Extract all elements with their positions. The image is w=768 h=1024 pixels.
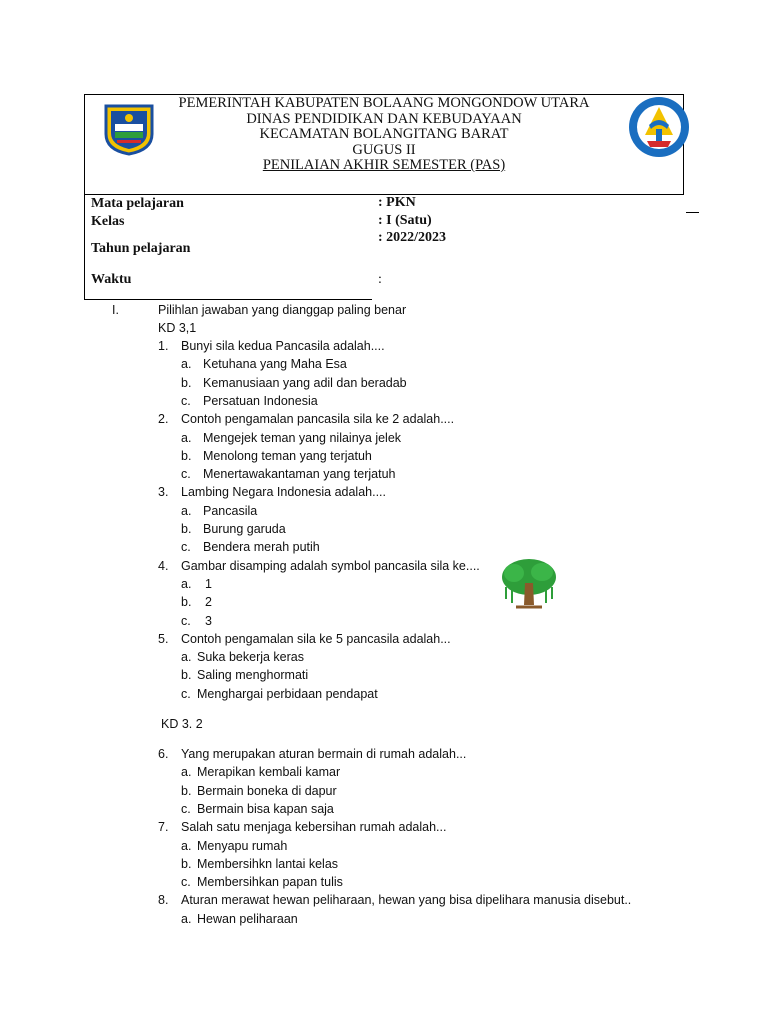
header-line-3: KECAMATAN BOLANGITANG BARAT [259, 126, 509, 142]
question-text: Contoh pengamalan pancasila sila ke 2 adalah.... [181, 412, 455, 427]
option-letter: a. [181, 576, 192, 591]
option-text: Suka bekerja keras [197, 650, 305, 665]
info-box [84, 194, 372, 300]
option-letter: b. [181, 668, 192, 683]
option-letter: c. [181, 801, 191, 816]
info-top-rule [372, 194, 684, 195]
option-text: Menolong teman yang terjatuh [203, 448, 372, 463]
option-letter: a. [181, 357, 192, 372]
option-text: Menyapu rumah [197, 838, 288, 853]
section-instruction: Pilihlan jawaban yang dianggap paling benar [158, 303, 407, 317]
option-text: Persatuan Indonesia [203, 393, 318, 408]
option-text: 2 [205, 595, 212, 610]
header-line-5: PENILAIAN AKHIR SEMESTER (PAS) [262, 157, 506, 173]
time-label: Waktu [91, 272, 132, 287]
option-text: Hewan peliharaan [197, 911, 298, 926]
option-letter: b. [181, 522, 192, 536]
kd-label-1: KD 3,1 [158, 321, 197, 335]
question-number: 5. [158, 631, 169, 646]
question-number: 1. [158, 339, 169, 353]
regency-emblem-icon [102, 102, 156, 156]
option-text: Membersihkn lantai kelas [197, 856, 339, 871]
question-text: Salah satu menjaga kebersihan rumah adalah... [181, 820, 447, 835]
question-text: Yang merupakan aturan bermain di rumah adalah... [181, 747, 467, 761]
option-text: Menertawakantaman yang terjatuh [203, 467, 396, 482]
class-label: Kelas [91, 214, 125, 229]
option-letter: c. [181, 540, 191, 555]
tut-wuri-handayani-icon [627, 95, 691, 159]
header-box [84, 94, 684, 194]
kd-label-2: KD 3. 2 [161, 717, 203, 731]
option-text: Bermain bisa kapan saja [197, 801, 334, 816]
option-text: Menghargai perbidaan pendapat [197, 686, 378, 701]
option-letter: a. [181, 503, 192, 518]
school-year-label: Tahun pelajaran [91, 241, 191, 256]
question-text: Lambing Negara Indonesia adalah.... [181, 485, 387, 500]
header-line-1: PEMERINTAH KABUPATEN BOLAANG MONGONDOW UTARA [178, 95, 590, 111]
option-letter: c. [181, 686, 191, 701]
subject-value: : PKN [378, 195, 416, 210]
option-text: 3 [205, 613, 212, 628]
section-roman-numeral: I. [112, 303, 119, 317]
option-text: 1 [205, 576, 212, 591]
option-text: Bendera merah putih [203, 540, 320, 555]
margin-line [686, 212, 699, 213]
option-letter: b. [181, 375, 192, 390]
option-letter: c. [181, 875, 191, 890]
school-year-value: : 2022/2023 [378, 230, 447, 245]
option-letter: b. [181, 856, 192, 871]
option-letter: b. [181, 595, 192, 610]
option-text: Pancasila [203, 503, 258, 518]
option-letter: b. [181, 448, 192, 463]
question-text: Gambar disamping adalah symbol pancasila sila ke.... [181, 558, 480, 573]
option-text: Kemanusiaan yang adil dan beradab [203, 375, 407, 390]
banyan-tree-icon [500, 557, 558, 611]
option-text: Ketuhana yang Maha Esa [203, 357, 347, 372]
time-value: : [378, 272, 382, 287]
option-text: Membersihkan papan tulis [197, 875, 343, 890]
option-letter: a. [181, 838, 192, 853]
question-number: 6. [158, 747, 169, 761]
question-text: Contoh pengamalan sila ke 5 pancasila adalah... [181, 631, 451, 646]
class-value: : I (Satu) [378, 213, 432, 228]
option-text: Saling menghormati [197, 668, 309, 683]
header-line-4: GUGUS II [352, 141, 416, 158]
option-letter: c. [181, 613, 191, 628]
subject-label: Mata pelajaran [91, 196, 184, 211]
question-number: 8. [158, 893, 169, 908]
question-number: 4. [158, 558, 169, 573]
option-letter: a. [181, 430, 192, 445]
option-letter: b. [181, 783, 192, 798]
option-text: Mengejek teman yang nilainya jelek [203, 430, 402, 445]
option-text: Burung garuda [203, 522, 286, 536]
option-letter: a. [181, 765, 192, 780]
option-text: Bermain boneka di dapur [197, 783, 337, 798]
option-letter: a. [181, 911, 192, 926]
question-number: 7. [158, 820, 169, 835]
option-letter: c. [181, 393, 191, 408]
option-letter: c. [181, 467, 191, 482]
question-text: Aturan merawat hewan peliharaan, hewan yang bisa dipelihara manusia disebut.. [181, 893, 632, 908]
question-number: 2. [158, 412, 169, 427]
question-number: 3. [158, 485, 169, 500]
header-line-2: DINAS PENDIDIKAN DAN KEBUDAYAAN [246, 110, 522, 127]
header-title-block [85, 96, 683, 174]
option-text: Merapikan kembali kamar [197, 765, 341, 780]
question-text: Bunyi sila kedua Pancasila adalah.... [181, 339, 385, 353]
option-letter: a. [181, 650, 192, 665]
